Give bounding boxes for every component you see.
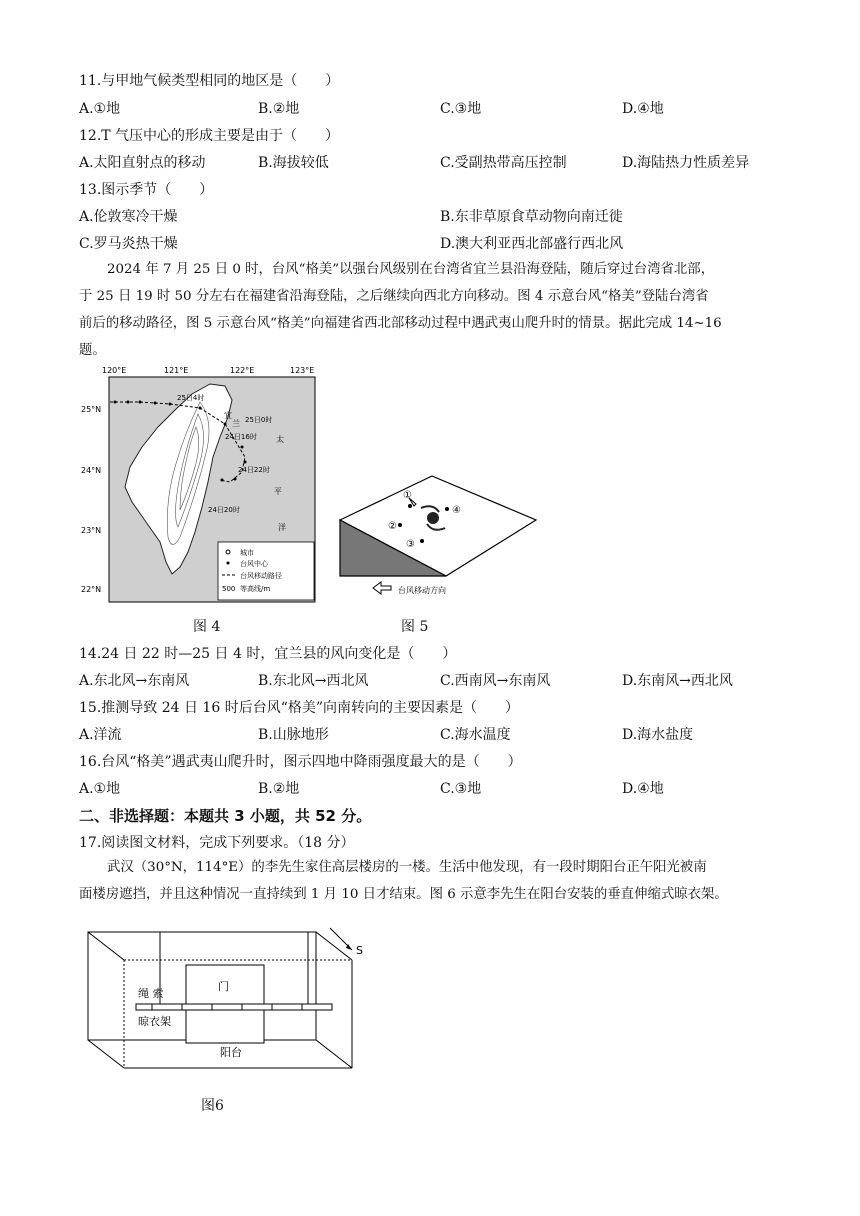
q17-material	[79, 854, 784, 908]
legend-label: 等高线/m	[240, 585, 271, 593]
q12-option-a: A.太阳直射点的移动	[79, 155, 206, 171]
contour-legend-value: 500	[222, 585, 236, 593]
q16-stem: 16.台风“格美”遇武夷山爬升时，图示四地中降雨强度最大的是（ ）	[79, 754, 522, 770]
q13-stem: 13.图示季节（ ）	[79, 182, 214, 198]
point-label: ②	[388, 521, 397, 532]
movement-arrow-icon	[373, 582, 391, 594]
q17-stem: 17.阅读图文材料，完成下列要求。（18 分）	[79, 835, 355, 851]
q15-stem: 15.推测导致 24 日 16 时后台风“格美”向南转向的主要因素是（ ）	[79, 700, 520, 716]
place-label: 平	[274, 487, 282, 496]
track-label: 24日16时	[225, 433, 257, 441]
track-label: 24日22时	[238, 466, 270, 474]
lon-label: 123°E	[290, 366, 315, 375]
figure-4-caption: 图 4	[193, 619, 221, 635]
section-2-title: 二、非选择题：本题共 3 小题，共 52 分。	[79, 807, 372, 825]
q12-option-b: B.海拔较低	[258, 155, 329, 171]
typhoon-center-legend-icon	[227, 562, 230, 565]
legend-label: 台风中心	[240, 560, 268, 568]
passage-line: 于 25 日 19 时 50 分左右在福建省沿海登陆，之后继续向西北方向移动。图 4 示意台风“格美”登陆台湾省	[79, 289, 709, 304]
track-label: 25日4时	[177, 394, 205, 402]
q16-option-c: C.③地	[440, 781, 482, 797]
figure-4-map	[80, 362, 320, 607]
point-1-dot	[408, 504, 412, 508]
figure-6-diagram	[82, 922, 377, 1092]
material-line: 面楼房遮挡，并且这种情况一直持续到 1 月 10 日才结束。图 6 示意李先生在阳台安装的垂直伸缩式晾衣架。	[79, 887, 728, 902]
q13-option-d: D.澳大利亚西北部盛行西北风	[440, 236, 624, 252]
place-label: 太	[276, 435, 284, 444]
passage-line: 题。	[79, 343, 106, 358]
q12-stem: 12.T 气压中心的形成主要是由于（ ）	[79, 128, 340, 144]
place-label: 洋	[278, 523, 286, 532]
q11-option-c: C.③地	[440, 101, 482, 117]
q15-option-a: A.洋流	[79, 727, 122, 743]
lon-label: 120°E	[102, 366, 127, 375]
lat-label: 23°N	[81, 526, 102, 535]
q11-option-a: A.①地	[79, 101, 121, 117]
q15-option-c: C.海水温度	[440, 727, 511, 743]
legend-label: 城市	[240, 549, 254, 557]
drying-rack-bar	[136, 1004, 332, 1010]
q15-option-b: B.山脉地形	[258, 727, 329, 743]
lat-label: 22°N	[81, 585, 102, 594]
balcony-label: 阳台	[220, 1046, 242, 1059]
figure-6-caption: 图6	[201, 1098, 224, 1114]
point-label: ①	[403, 490, 412, 501]
lon-label: 122°E	[230, 366, 255, 375]
material-line: 武汉（30°N，114°E）的李先生家住高层楼房的一楼。生活中他发现，有一段时期阳台正午阳光被南	[107, 860, 707, 875]
track-label: 25日0时	[245, 416, 273, 424]
passage-line: 前后的移动路径，图 5 示意台风“格美”向福建省西北部移动过程中遇武夷山爬升时的情景。据此完成 14~16	[79, 316, 722, 331]
q14-stem: 14.24 日 22 时—25 日 4 时，宜兰县的风向变化是（ ）	[79, 646, 457, 662]
q11-option-b: B.②地	[258, 101, 300, 117]
legend-label: 台风移动路径	[240, 572, 282, 580]
point-label: ④	[452, 505, 461, 516]
movement-label: 台风移动方向	[398, 586, 446, 595]
place-label: 兰	[232, 419, 240, 428]
q13-option-c: C.罗马炎热干燥	[79, 236, 178, 252]
point-2-dot	[398, 523, 402, 527]
rope-label: 绳 索	[138, 987, 164, 1000]
south-label: S	[356, 944, 363, 957]
q16-option-b: B.②地	[258, 781, 300, 797]
point-3-dot	[420, 539, 424, 543]
passage-line: 2024 年 7 月 25 日 0 时，台风“格美”以强台风级别在台湾省宜兰县沿海登陆，随后穿过台湾省北部，	[107, 262, 715, 277]
q16-option-a: A.①地	[79, 781, 121, 797]
q15-option-d: D.海水盐度	[622, 727, 694, 743]
q16-option-d: D.④地	[622, 781, 664, 797]
q14-option-d: D.东南风→西北风	[622, 673, 733, 689]
typhoon-icon	[427, 512, 439, 524]
figure-5-caption: 图 5	[401, 619, 429, 635]
lon-label: 121°E	[164, 366, 189, 375]
track-label: 24日20时	[208, 506, 240, 514]
door-label: 门	[218, 980, 229, 993]
q14-option-c: C.西南风→东南风	[440, 673, 551, 689]
q14-option-b: B.东北风→西北风	[258, 673, 369, 689]
point-4-dot	[445, 507, 449, 511]
q14-option-a: A.东北风→东南风	[79, 673, 190, 689]
q13-option-a: A.伦敦寒冷干燥	[79, 209, 178, 225]
q11-stem: 11.与甲地气候类型相同的地区是（ ）	[79, 73, 340, 89]
passage-typhoon	[79, 256, 784, 364]
figure-5-diagram	[336, 468, 556, 600]
lat-label: 25°N	[81, 405, 102, 414]
place-label: 宜	[224, 411, 232, 420]
lat-label: 24°N	[81, 466, 102, 475]
q12-option-c: C.受副热带高压控制	[440, 155, 567, 171]
rack-label: 晾衣架	[138, 1015, 171, 1028]
q13-option-b: B.东非草原食草动物向南迁徙	[440, 209, 623, 225]
q11-option-d: D.④地	[622, 101, 664, 117]
point-label: ③	[406, 539, 415, 550]
q12-option-d: D.海陆热力性质差异	[622, 155, 750, 171]
